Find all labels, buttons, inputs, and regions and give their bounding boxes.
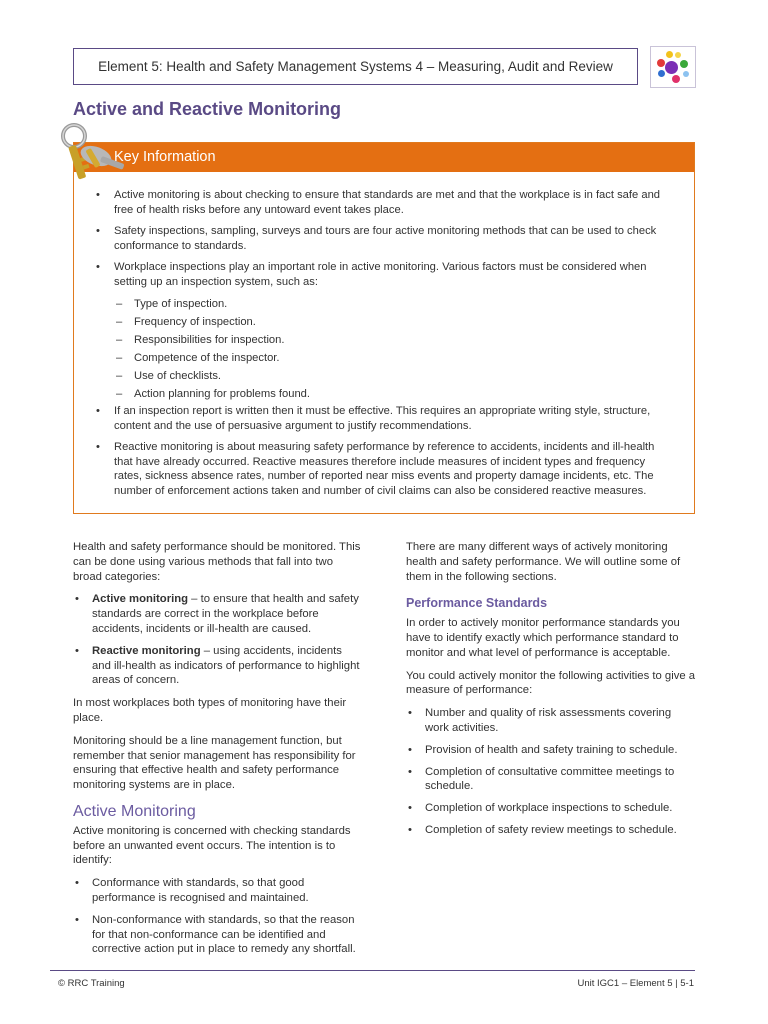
performance-activities-list [406,706,696,838]
category-item [73,644,363,688]
footer-divider [50,970,695,971]
left-column [73,540,363,965]
category-item [73,592,363,636]
paragraph: In most workplaces both types of monitoring have their place. [73,697,347,724]
list-item: • Number and quality of risk assessments covering work activities. [406,706,696,736]
right-column [406,540,696,846]
category-desc: – to ensure that health and safety standards are correct in the workplace before accidents, incidents or ill-health are caused. [92,593,359,635]
monitoring-categories [73,592,363,688]
paragraph: You could actively monitor the following activities to give a measure of performance: [406,669,696,697]
keys-icon [58,120,128,184]
list-item: • Conformance with standards, so that good performance is recognised and maintained. [73,876,363,906]
sub-item: – Type of inspection. [114,295,674,313]
list-item: • Completion of consultative committee meetings to schedule. [406,765,696,795]
sub-item: – Frequency of inspection. [114,313,674,331]
paragraph: In order to actively monitor performance standards you have to identify exactly which performance standard to monitor and what level of performance is acceptable. [406,617,680,659]
rrc-logo [650,46,696,88]
sub-item: – Action planning for problems found. [114,385,674,403]
list-item: • Completion of workplace inspections to schedule. [406,801,696,816]
header-box [73,48,638,85]
footer-page-number: Unit IGC1 – Element 5 | 5-1 [577,978,694,989]
sub-item: – Use of checklists. [114,367,674,385]
inspection-factors-list [114,295,674,403]
sub-item: – Responsibilities for inspection. [114,331,674,349]
list-item: • Provision of health and safety training to schedule. [406,743,696,758]
active-monitoring-intro: Active monitoring is concerned with checking standards before an unwanted event occurs. The intention is to identify: [73,824,351,867]
list-item: • Non-conformance with standards, so that the reason for that non-conformance can be identified and corrective action put in place to remedy any shortfall. [73,913,363,957]
performance-standards-heading: Performance Standards [406,596,548,611]
paragraph: Monitoring should be a line management function, but remember that senior management has responsibility for ensuring that effective health and safety performance monitoring systems are in place. [73,734,356,792]
category-term: Reactive monitoring [92,644,201,657]
key-bullet: • If an inspection report is written then it must be effective. This requires an appropriate writing style, structure, content and the use of persuasive argument to justify recommendations. [94,404,674,433]
methods-intro: There are many different ways of actively monitoring health and safety performance. We will outline some of them in the following sections. [406,541,681,583]
key-bullet: • Safety inspections, sampling, surveys and tours are four active monitoring methods that can be used to check conformance to standards. [94,224,674,253]
category-desc: – using accidents, incidents and ill-health as indicators of performance to highlight areas of concern. [92,644,360,687]
key-bullet-text: Workplace inspections play an important role in active monitoring. Various factors must be considered when setting up an inspection system, such as: [114,261,647,288]
active-monitoring-heading: Active Monitoring [73,802,196,820]
monitoring-intro: Health and safety performance should be monitored. This can be done using various methods that fall into two broad categories: [73,541,361,583]
sub-item: – Competence of the inspector. [114,349,674,367]
key-bullet: • Reactive monitoring is about measuring safety performance by reference to accidents, incidents and ill-health that have already occurred. Reactive measures therefore include measures of incident types and frequency rates, sickness absence rates, number of reported near miss events and property damage incidents, etc. The number of enforcement actions taken and number of civil claims can also be considered reactive measures. [94,440,674,498]
key-information-list [94,188,674,505]
list-item: • Completion of safety review meetings to schedule. [406,823,696,838]
active-monitoring-list [73,876,363,957]
key-information-box [73,142,695,514]
key-information-heading: Key Information [74,143,694,172]
category-term: Active monitoring [92,593,189,606]
footer-copyright: © RRC Training [58,978,125,989]
header-title: Element 5: Health and Safety Management Systems 4 – Measuring, Audit and Review [98,59,613,74]
key-bullet [94,260,674,403]
page-title: Active and Reactive Monitoring [73,99,342,119]
key-bullet: • Active monitoring is about checking to ensure that standards are met and that the workplace is in fact safe and free of health risks before any untoward event takes place. [94,188,674,217]
